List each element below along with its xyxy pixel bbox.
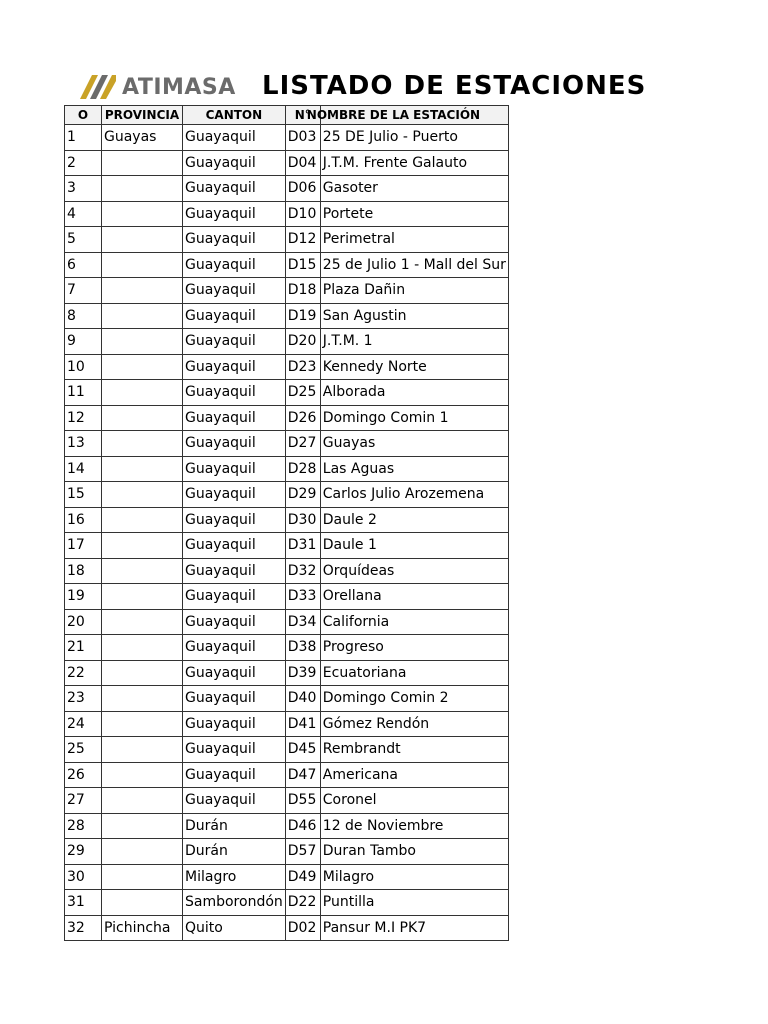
stations-table [64,105,509,941]
station-code: D10 [285,201,320,227]
canton-cell: Guayaquil [183,431,286,457]
canton-cell: Guayaquil [183,303,286,329]
table-row [65,329,509,355]
station-name: Kennedy Norte [320,354,508,380]
provincia-cell [102,329,183,355]
provincia-cell [102,227,183,253]
table-row [65,456,509,482]
station-code: D15 [285,252,320,278]
provincia-cell [102,635,183,661]
provincia-cell [102,711,183,737]
table-row [65,737,509,763]
provincia-cell [102,686,183,712]
provincia-cell [102,380,183,406]
row-number: 32 [65,915,102,941]
provincia-cell [102,150,183,176]
station-code: D38 [285,635,320,661]
table-row [65,915,509,941]
station-code: D57 [285,839,320,865]
table-row [65,762,509,788]
canton-cell: Guayaquil [183,711,286,737]
canton-cell: Durán [183,839,286,865]
row-number: 30 [65,864,102,890]
station-name: Rembrandt [320,737,508,763]
provincia-cell [102,737,183,763]
provincia-cell [102,558,183,584]
canton-cell: Guayaquil [183,737,286,763]
row-number: 26 [65,762,102,788]
logo-text: ATIMASA [122,74,236,100]
canton-cell: Guayaquil [183,405,286,431]
station-name: Portete [320,201,508,227]
row-number: 10 [65,354,102,380]
table-row [65,558,509,584]
canton-cell: Guayaquil [183,788,286,814]
row-number: 3 [65,176,102,202]
table-body [65,125,509,941]
station-code: D47 [285,762,320,788]
provincia-cell [102,762,183,788]
station-name: Ecuatoriana [320,660,508,686]
header-station-name: NOMBRE DE LA ESTACIÓN [320,106,508,125]
table-row [65,176,509,202]
provincia-cell [102,405,183,431]
station-code: D41 [285,711,320,737]
provincia-cell [102,890,183,916]
table-header-row [65,106,509,125]
table-row [65,813,509,839]
provincia-cell [102,354,183,380]
station-code: D27 [285,431,320,457]
provincia-cell [102,660,183,686]
row-number: 22 [65,660,102,686]
row-number: 8 [65,303,102,329]
provincia-cell [102,584,183,610]
table-row [65,150,509,176]
station-name: 25 de Julio 1 - Mall del Sur [320,252,508,278]
provincia-cell [102,788,183,814]
station-name: Domingo Comin 2 [320,686,508,712]
canton-cell: Guayaquil [183,456,286,482]
canton-cell: Guayaquil [183,660,286,686]
canton-cell: Guayaquil [183,125,286,151]
station-name: Gómez Rendón [320,711,508,737]
canton-cell: Guayaquil [183,380,286,406]
row-number: 13 [65,431,102,457]
station-name: Gasoter [320,176,508,202]
table-row [65,201,509,227]
row-number: 12 [65,405,102,431]
station-name: J.T.M. 1 [320,329,508,355]
table-row [65,533,509,559]
table-row [65,890,509,916]
row-number: 4 [65,201,102,227]
canton-cell: Milagro [183,864,286,890]
station-code: D45 [285,737,320,763]
header-code: N° [285,106,320,125]
title-container [262,66,647,106]
provincia-cell: Pichincha [102,915,183,941]
row-number: 17 [65,533,102,559]
station-code: D18 [285,278,320,304]
row-number: 6 [65,252,102,278]
canton-cell: Guayaquil [183,558,286,584]
table-row [65,660,509,686]
table-row [65,839,509,865]
canton-cell: Samborondón [183,890,286,916]
table-row [65,482,509,508]
station-code: D55 [285,788,320,814]
provincia-cell [102,533,183,559]
table-row [65,609,509,635]
provincia-cell [102,482,183,508]
station-name: Carlos Julio Arozemena [320,482,508,508]
station-name: Coronel [320,788,508,814]
station-code: D23 [285,354,320,380]
canton-cell: Guayaquil [183,584,286,610]
table-row [65,354,509,380]
canton-cell: Guayaquil [183,278,286,304]
canton-cell: Guayaquil [183,609,286,635]
provincia-cell [102,252,183,278]
row-number: 18 [65,558,102,584]
table-row [65,252,509,278]
provincia-cell [102,456,183,482]
station-name: Daule 2 [320,507,508,533]
table-row [65,303,509,329]
station-name: Plaza Dañin [320,278,508,304]
station-name: Progreso [320,635,508,661]
provincia-cell [102,864,183,890]
canton-cell: Guayaquil [183,762,286,788]
canton-cell: Guayaquil [183,482,286,508]
header-number: O [65,106,102,125]
provincia-cell [102,609,183,635]
row-number: 14 [65,456,102,482]
row-number: 23 [65,686,102,712]
canton-cell: Guayaquil [183,533,286,559]
row-number: 1 [65,125,102,151]
provincia-cell [102,278,183,304]
atimasa-logo-icon [78,73,118,101]
station-name: Las Aguas [320,456,508,482]
station-name: Pansur M.I PK7 [320,915,508,941]
station-name: Orellana [320,584,508,610]
station-name: Alborada [320,380,508,406]
table-row [65,507,509,533]
canton-cell: Guayaquil [183,201,286,227]
table-row [65,711,509,737]
station-code: D40 [285,686,320,712]
page-title: LISTADO DE ESTACIONES [262,71,647,101]
table-row [65,584,509,610]
provincia-cell [102,839,183,865]
row-number: 9 [65,329,102,355]
row-number: 29 [65,839,102,865]
station-name: Duran Tambo [320,839,508,865]
row-number: 28 [65,813,102,839]
provincia-cell [102,813,183,839]
station-name: Domingo Comin 1 [320,405,508,431]
canton-cell: Guayaquil [183,635,286,661]
station-code: D30 [285,507,320,533]
canton-cell: Guayaquil [183,354,286,380]
table-row [65,431,509,457]
provincia-cell [102,201,183,227]
station-name: Milagro [320,864,508,890]
station-code: D19 [285,303,320,329]
station-code: D28 [285,456,320,482]
row-number: 27 [65,788,102,814]
table-row [65,635,509,661]
canton-cell: Guayaquil [183,227,286,253]
row-number: 7 [65,278,102,304]
provincia-cell [102,303,183,329]
station-name: Perimetral [320,227,508,253]
canton-cell: Guayaquil [183,176,286,202]
station-code: D49 [285,864,320,890]
table-row [65,227,509,253]
station-name: Orquídeas [320,558,508,584]
station-code: D32 [285,558,320,584]
canton-cell: Guayaquil [183,252,286,278]
company-logo [78,72,236,102]
row-number: 11 [65,380,102,406]
row-number: 15 [65,482,102,508]
station-code: D06 [285,176,320,202]
canton-cell: Guayaquil [183,507,286,533]
station-code: D26 [285,405,320,431]
canton-cell: Guayaquil [183,150,286,176]
provincia-cell [102,507,183,533]
station-name: Guayas [320,431,508,457]
station-code: D12 [285,227,320,253]
row-number: 5 [65,227,102,253]
station-name: 25 DE Julio - Puerto [320,125,508,151]
table-row [65,788,509,814]
provincia-cell: Guayas [102,125,183,151]
provincia-cell [102,176,183,202]
station-name: J.T.M. Frente Galauto [320,150,508,176]
station-name: Puntilla [320,890,508,916]
station-name: San Agustin [320,303,508,329]
station-code: D29 [285,482,320,508]
table-row [65,380,509,406]
station-code: D31 [285,533,320,559]
station-code: D46 [285,813,320,839]
station-code: D03 [285,125,320,151]
row-number: 24 [65,711,102,737]
row-number: 25 [65,737,102,763]
station-name: 12 de Noviembre [320,813,508,839]
canton-cell: Guayaquil [183,329,286,355]
row-number: 21 [65,635,102,661]
provincia-cell [102,431,183,457]
station-code: D22 [285,890,320,916]
station-name: California [320,609,508,635]
table-row [65,278,509,304]
table-row [65,125,509,151]
header-canton: CANTON [183,106,286,125]
header-provincia: PROVINCIA [102,106,183,125]
station-name: Americana [320,762,508,788]
canton-cell: Guayaquil [183,686,286,712]
station-code: D02 [285,915,320,941]
row-number: 19 [65,584,102,610]
station-code: D25 [285,380,320,406]
station-code: D20 [285,329,320,355]
table-row [65,405,509,431]
station-code: D04 [285,150,320,176]
table-row [65,686,509,712]
row-number: 16 [65,507,102,533]
station-code: D39 [285,660,320,686]
row-number: 2 [65,150,102,176]
row-number: 31 [65,890,102,916]
station-code: D34 [285,609,320,635]
row-number: 20 [65,609,102,635]
station-name: Daule 1 [320,533,508,559]
table-row [65,864,509,890]
canton-cell: Durán [183,813,286,839]
station-code: D33 [285,584,320,610]
canton-cell: Quito [183,915,286,941]
